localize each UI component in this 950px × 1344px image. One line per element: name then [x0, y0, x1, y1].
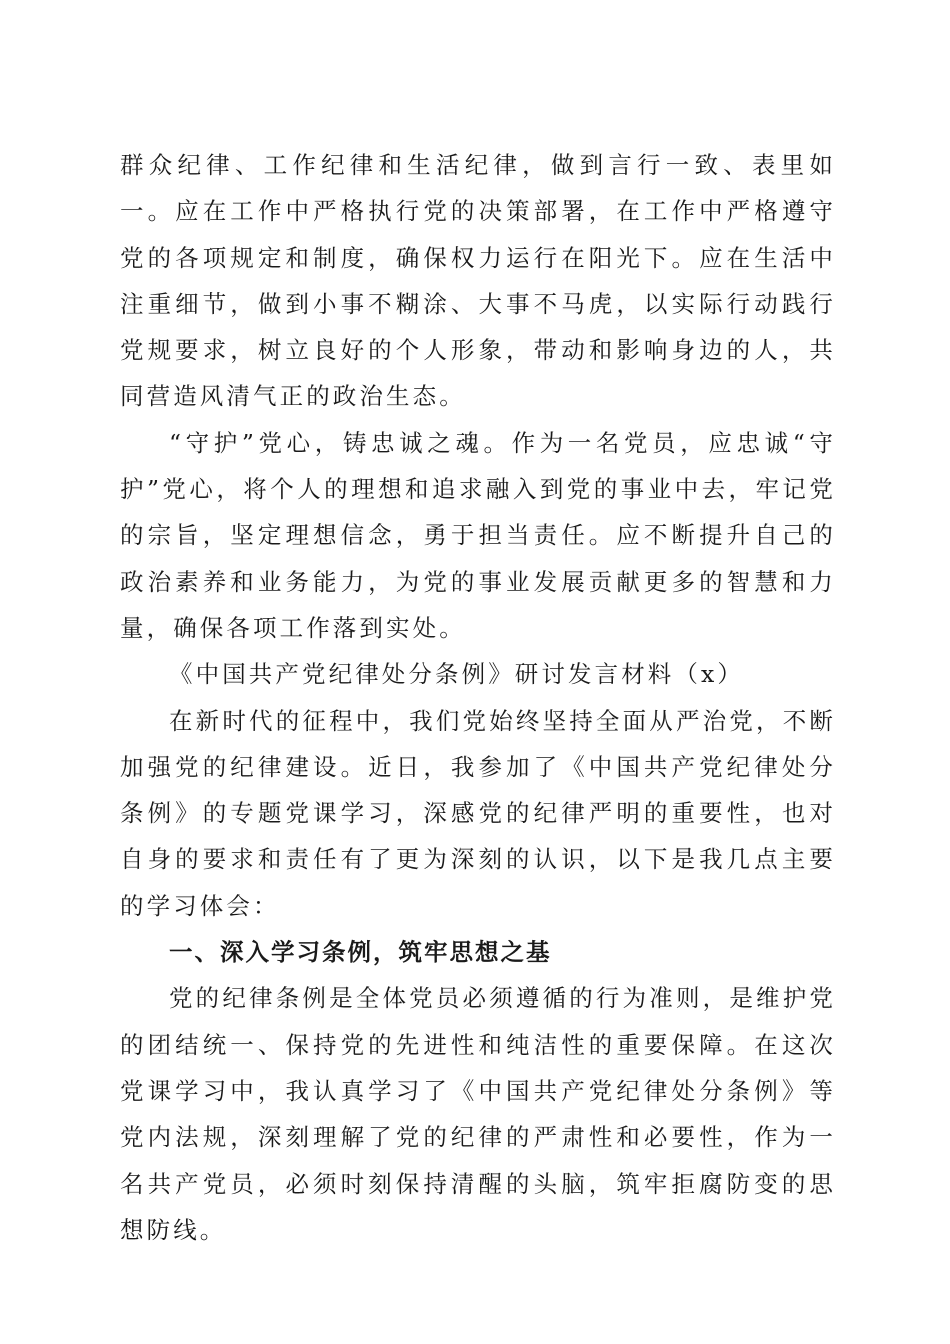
paragraph-section-1: 党的纪律条例是全体党员必须遵循的行为准则，是维护党的团结统一、保持党的先进性和纯洁性的重要保障。在这次党课学习中，我认真学习了《中国共产党纪律处分条例》等党内法规，深刻理解了党的纪律的严肃性和必要性，作为一名共产党员，必须时刻保持清醒的头脑，筑牢拒腐防变的思想防线。 [120, 984, 836, 1244]
paragraph-continuation: 群众纪律、工作纪律和生活纪律，做到言行一致、表里如一。应在工作中严格执行党的决策部署，在工作中严格遵守党的各项规定和制度，确保权力运行在阳光下。应在生活中注重细节，做到小事不糊涂、大事不马虎，以实际行动践行党规要求，树立良好的个人形象，带动和影响身边的人，共同营造风清气正的政治生态。 [120, 151, 836, 411]
paragraph-introduction: 在新时代的征程中，我们党始终坚持全面从严治党，不断加强党的纪律建设。近日，我参加了《中国共产党纪律处分条例》的专题党课学习，深感党的纪律严明的重要性，也对自身的要求和责任有了更为深刻的认识，以下是我几点主要的学习体会： [120, 706, 836, 920]
paragraph-guard-party-heart: “守护”党心，铸忠诚之魂。作为一名党员，应忠诚“守护”党心，将个人的理想和追求融入到党的事业中去，牢记党的宗旨，坚定理想信念，勇于担当责任。应不断提升自己的政治素养和业务能力，为党的事业发展贡献更多的智慧和力量，确保各项工作落到实处。 [120, 428, 836, 642]
document-title: 《中国共产党纪律处分条例》研讨发言材料（x） [169, 660, 744, 689]
document-body [120, 142, 836, 1253]
section-heading-1: 一、深入学习条例，筑牢思想之基 [169, 938, 552, 967]
